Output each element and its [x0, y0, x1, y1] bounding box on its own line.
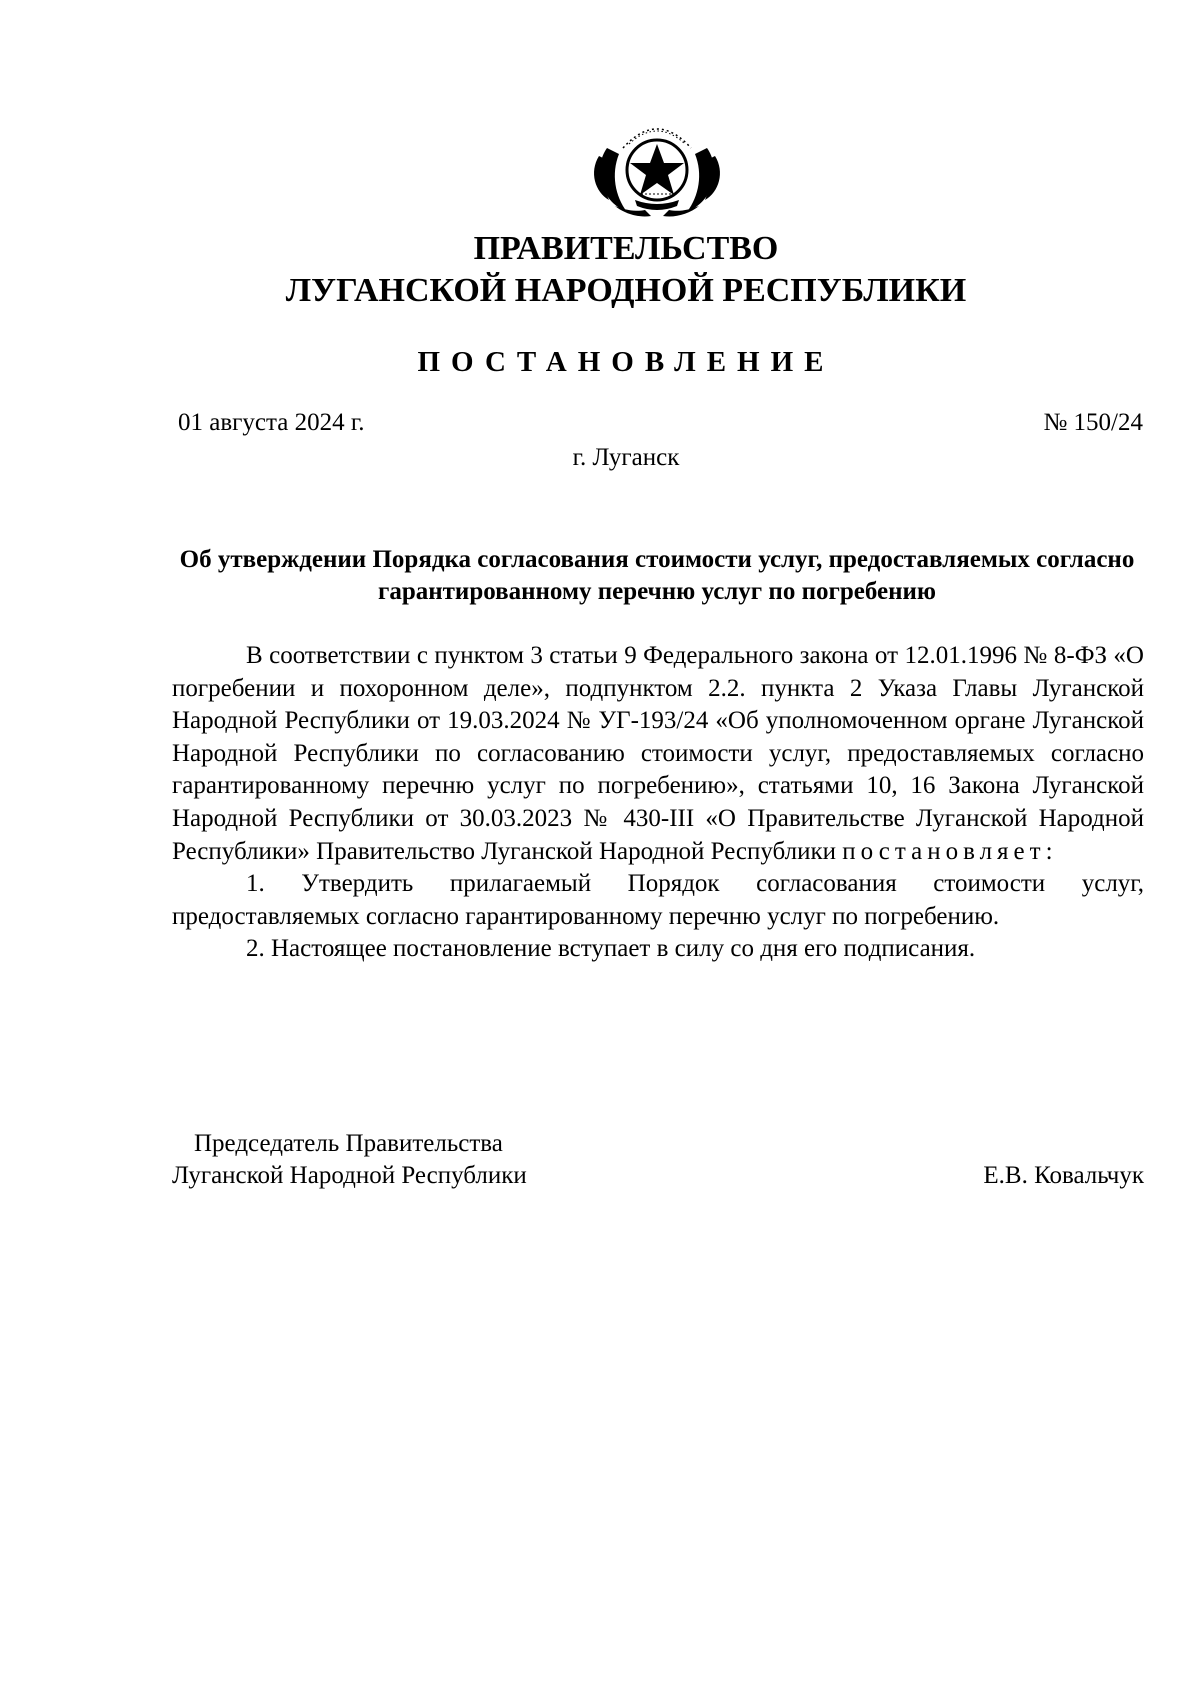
preamble-text: В соответствии с пунктом 3 статьи 9 Федерального закона от 12.01.1996 № 8-ФЗ «О погребении и похоронном деле», подпунктом 2.2. пункта 2 Указа Главы Луганской Народной Республики от 19.03.2024 № УГ-193/24 «Об уполномоченном органе Луганской Народной Республики по согласованию стоимости услуг, предоставляемых согласно гарантированному перечню услуг по погребению», статьями 10, 16 Закона Луганской Народной Республики от 30.03.2023 № 430-III «О Правительстве Луганской Народной Республики» Правительство Луганской Народной Республики: [172, 642, 1144, 865]
document-date: 01 августа 2024 г.: [178, 409, 365, 436]
document-title: Об утверждении Порядка согласования стоимости услуг, предоставляемых согласно гарантированному перечню услуг по погребению: [179, 546, 1135, 605]
document-number: № 150/24: [1043, 409, 1143, 436]
list-item: 1. Утвердить прилагаемый Порядок согласования стоимости услуг, предоставляемых согласно гарантированному перечню услуг по погребению.: [172, 870, 1144, 930]
resolves-colon: :: [1045, 837, 1053, 865]
preamble-paragraph: [172, 640, 1144, 868]
coat-of-arms-icon: [585, 108, 729, 222]
list-item: 2. Настоящее постановление вступает в силу со дня его подписания.: [246, 935, 976, 963]
document-body: [172, 640, 1144, 966]
document-city: г. Луганск: [572, 444, 680, 471]
org-name-line-2: ЛУГАНСКОЙ НАРОДНОЙ РЕСПУБЛИКИ: [285, 272, 967, 309]
signatory-position-line-2: Луганской Народной Республики: [172, 1162, 527, 1189]
signatory-name: Е.В. Ковальчук: [983, 1162, 1144, 1189]
document-type: ПОСТАНОВЛЕНИЕ: [417, 346, 835, 378]
org-name-line-1: ПРАВИТЕЛЬСТВО: [473, 230, 779, 267]
signatory-position-line-1: Председатель Правительства: [194, 1130, 503, 1157]
resolves-word: постановляет: [842, 837, 1046, 865]
